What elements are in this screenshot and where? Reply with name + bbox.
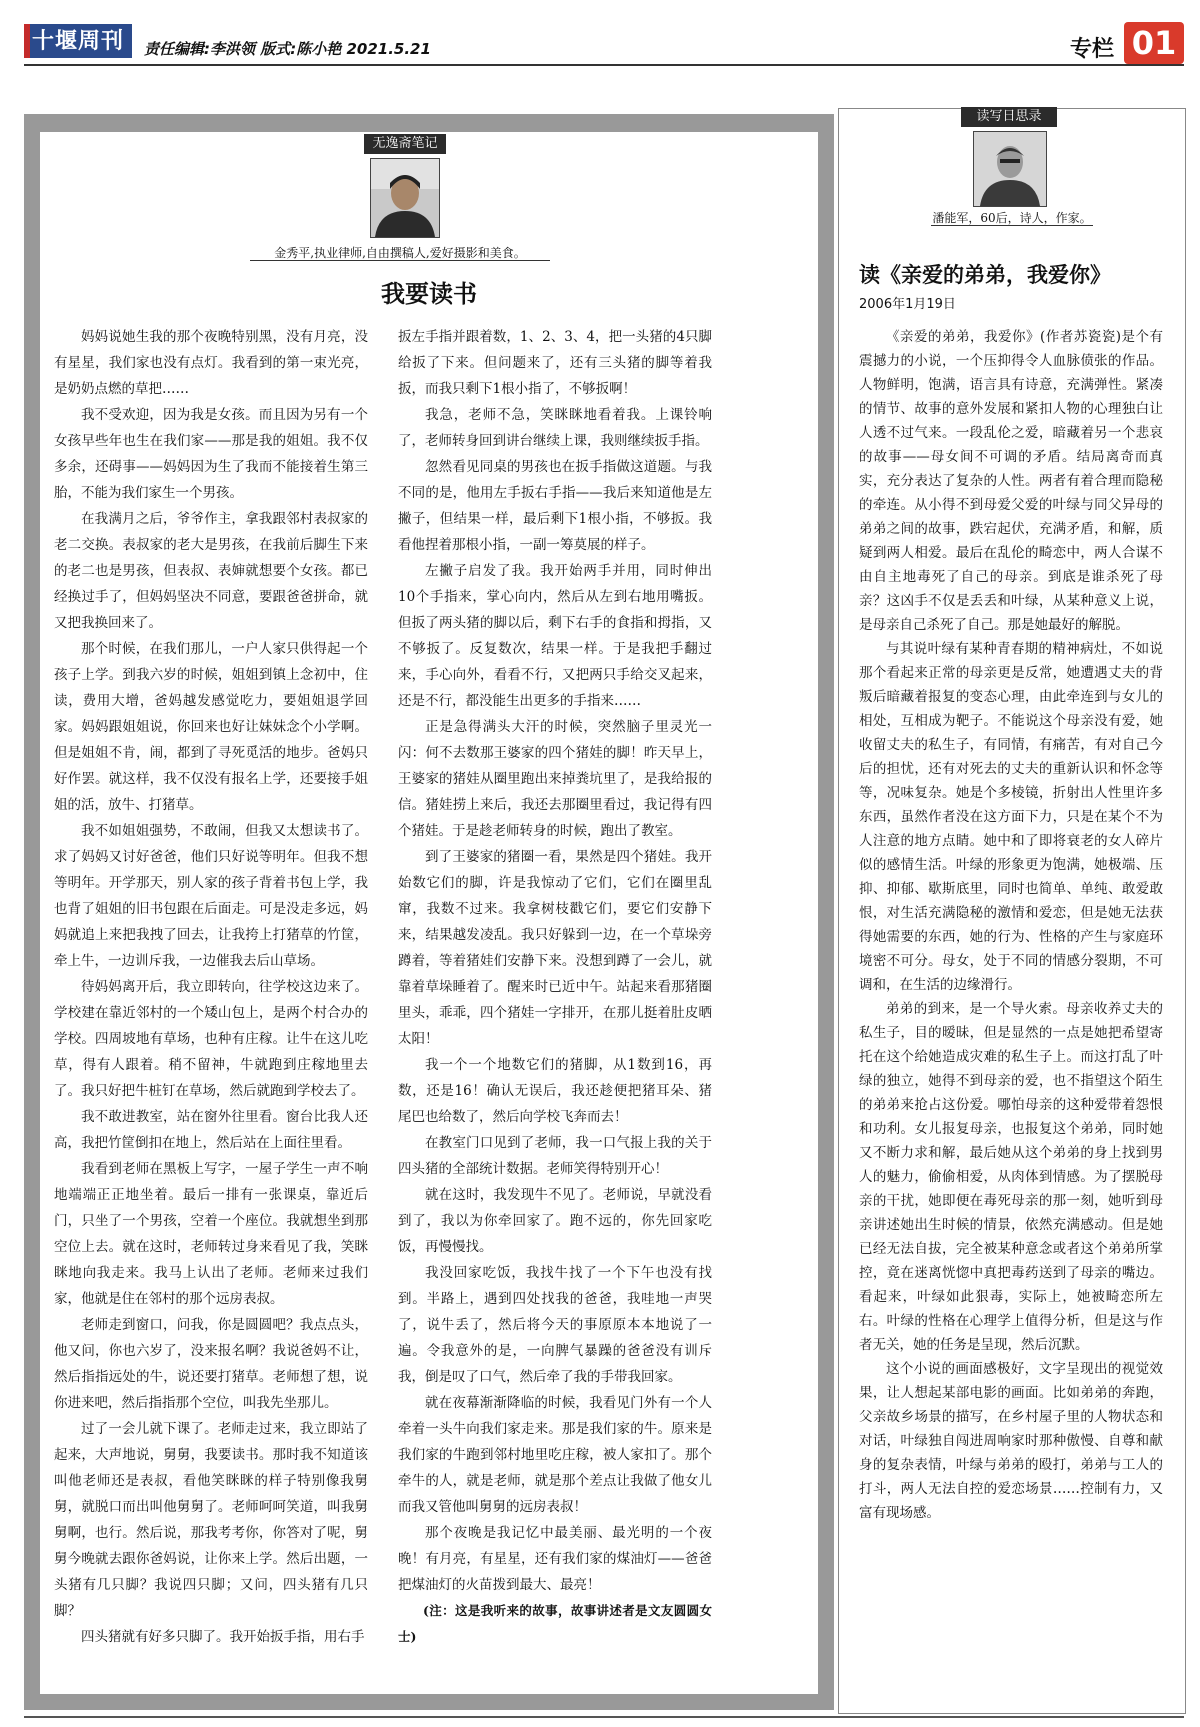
right-article [838,108,1186,1714]
paragraph: 这个小说的画面感极好，文字呈现出的视觉效果，让人想起某部电影的画面。比如弟弟的奔跑，父亲故乡场景的描写，在乡村屋子里的人物状态和对话，叶绿独自闯进周响家时那种傲慢、自尊和献身的复杂表情，叶绿与弟弟的殴打，弟弟与工人的打斗，两人无法自控的爱恋场景……控制有力，又富有现场感。 [859,1361,1163,1521]
paragraph: 左撇子启发了我。我开始两手并用，同时伸出10个手指来，掌心向内，然后从左到右地用嘴扳。但扳了两头猪的脚以后，剩下右手的食指和拇指，又不够扳了。反复数次，结果一样。于是我把手翻过来，手心向外，看看不行，又把两只手给交叉起来，还是不行，都没能生出更多的手指来…… [398,563,712,709]
paragraph: 我一个一个地数它们的猪脚，从1数到16，再数，还是16！确认无误后，我还趁便把猪耳朵、猪尾巴也给数了，然后向学校飞奔而去！ [398,1057,712,1125]
caption-rule [931,225,1093,226]
paragraph: 过了一会儿就下课了。老师走过来，我立即站了起来，大声地说，舅舅，我要读书。那时我不知道该叫他老师还是表叔，看他笑眯眯的样子特别像我舅舅，就脱口而出叫他舅舅了。老师呵呵笑道，叫我舅舅啊，也行。然后说，那我考考你，你答对了呢，舅舅今晚就去跟你爸妈说，让你来上学。然后出题，一头猪有几只脚？我说四只脚；又问，四头猪有几只脚？ [54,1421,368,1619]
paragraph: 在教室门口见到了老师，我一口气报上我的关于四头猪的全部统计数据。老师笑得特别开心！ [398,1135,712,1177]
paragraph: 待妈妈离开后，我立即转向，往学校这边来了。学校建在靠近邻村的一个矮山包上，是两个村合办的学校。四周坡地有草场，也种有庄稼。让牛在这儿吃草，得有人跟着。稍不留神，牛就跑到庄稼地里去了。我只好把牛桩钉在草场，然后就跑到学校去了。 [54,979,368,1099]
paragraph: 在我满月之后，爷爷作主，拿我跟邻村表叔家的老二交换。表叔家的老大是男孩，在我前后脚生下来的老二也是男孩，但表叔、表婶就想要个女孩。都已经换过手了，但妈妈坚决不同意，要跟爸爸拼命，就又把我换回来了。 [54,511,368,631]
paragraph: 老师走到窗口，问我，你是圆圆吧？我点点头，他又问，你也六岁了，没来报名啊？我说爸妈不让，然后指指远处的牛，说还要打猪草。老师想了想，说你进来吧，然后指指那个空位，叫我先坐那儿。 [54,1317,368,1411]
article-date: 2006年1月19日 [859,297,956,312]
article-column-1 [54,324,368,1650]
paragraph: 我不受欢迎，因为我是女孩。而且因为另有一个女孩早些年也生在我们家——那是我的姐姐。我不仅多余，还碍事——妈妈因为生了我而不能接着生第三胎，不能为我们家生一个男孩。 [54,407,368,501]
paragraph: 弟弟的到来，是一个导火索。母亲收养丈夫的私生子，目的暧昧，但是显然的一点是她把希望寄托在这个给她造成灾难的私生子上。而这打乱了叶绿的独立，她得不到母亲的爱，也不指望这个陌生的弟弟来抢占这份爱。哪怕母亲的这种爱带着怨恨和功利。女儿报复母亲，也报复这个弟弟，同时她又不断力求和解，最后她从这个弟弟的身上找到男人的魅力，偷偷相爱，从肉体到情感。为了摆脱母亲的干扰，她即便在毒死母亲的那一刻，她听到母亲讲述她出生时候的情景，依然充满感动。但是她已经无法自拔，完全被某种意念或者这个弟弟所掌控，竟在迷离恍惚中真把毒药送到了母亲的嘴边。看起来，叶绿如此狠毒，实际上，她被畸恋所左右。叶绿的性格在心理学上值得分析，但是这与作者无关，她的任务是呈现，然后沉默。 [859,1001,1163,1353]
paragraph: 就在夜幕渐渐降临的时候，我看见门外有一个人牵着一头牛向我们家走来。那是我们家的牛。原来是我们家的牛跑到邻村地里吃庄稼，被人家扣了。那个牵牛的人，就是老师，就是那个差点让我做了他女儿而我又管他叫舅舅的远房表叔！ [398,1395,712,1515]
paragraph: 我急，老师不急，笑眯眯地看着我。上课铃响了，老师转身回到讲台继续上课，我则继续扳手指。 [398,407,712,449]
caption-rule [250,260,550,261]
article-title: 我要读书 [381,279,477,308]
paragraph: 妈妈说她生我的那个夜晚特别黑，没有月亮，没有星星，我们家也没有点灯。我看到的第一束光亮，是奶奶点燃的草把…… [54,329,368,397]
column-tag: 读写日思录 [961,107,1057,127]
paragraph: 我没回家吃饭，我找牛找了一个下午也没有找到。半路上，遇到四处找我的爸爸，我哇地一声哭了，说牛丢了，然后将今天的事原原本本地说了一遍。令我意外的是，一向脾气暴躁的爸爸没有训斥我，倒是叹了口气，然后牵了我的手带我回家。 [398,1265,712,1385]
article-body [859,325,1163,1525]
page-number: 01 [1124,22,1184,64]
paragraph: 那个夜晚是我记忆中最美丽、最光明的一个夜晚！有月亮，有星星，还有我们家的煤油灯——爸爸把煤油灯的火苗拨到最大、最亮！ [398,1525,712,1593]
author-caption: 潘能军，60后，诗人，作家。 [932,211,1092,225]
footer-rule [24,1716,1184,1718]
section-label: 专栏 [1069,37,1114,62]
left-article-frame [24,114,834,1710]
paragraph: 正是急得满头大汗的时候，突然脑子里灵光一闪：何不去数那王婆家的四个猪娃的脚！昨天早上，王婆家的猪娃从圈里跑出来掉粪坑里了，是我给报的信。猪娃捞上来后，我还去那圈里看过，我记得有四个猪娃。于是趁老师转身的时候，跑出了教室。 [398,719,712,839]
paragraph: 与其说叶绿有某种青春期的精神病灶，不如说那个看起来正常的母亲更是反常，她遭遇丈夫的背叛后暗藏着报复的变态心理，由此牵连到与女儿的相处，互相成为靶子。不能说这个母亲没有爱，她收留丈夫的私生子，有同情，有痛苦，有对自己今后的担忧，还有对死去的丈夫的重新认识和怀念等等，况味复杂。她是个多棱镜，折射出人性里许多东西，虽然作者没在这方面下力，只是在某个不为人注意的地方点睛。她中和了即将衰老的女人碎片似的感情生活。叶绿的形象更为饱满，她极端、压抑、抑郁、歇斯底里，同时也简单、单纯、敢爱敢恨，对生活充满隐秘的激情和爱恋，但是她无法获得她需要的东西，她的行为、性格的产生与家庭环境密不可分。母女，处于不同的情感分裂期，不可调和，在生活的边缘滑行。 [859,641,1163,993]
paragraph: 扳左手指并跟着数，1、2、3、4，把一头猪的4只脚给扳了下来。但问题来了，还有三头猪的脚等着我扳，而我只剩下1根小指了，不够扳啊！ [398,329,712,397]
author-photo [973,131,1047,207]
column-tag: 无逸斋笔记 [364,134,446,154]
portrait-icon [371,159,439,237]
paragraph: 那个时候，在我们那儿，一户人家只供得起一个孩子上学。到我六岁的时候，姐姐到镇上念初中，住读，费用大增，爸妈越发感觉吃力，要姐姐退学回家。妈妈跟姐姐说，你回来也好让妹妹念个小学啊。但是姐姐不肯，闹，都到了寻死觅活的地步。爸妈只好作罢。就这样，我不仅没有报名上学，还要接手姐姐的活，放牛、打猪草。 [54,641,368,813]
paragraph: 四头猪就有好多只脚了。我开始扳手指，用右手 [81,1629,365,1645]
editor-info: 责任编辑:李洪领 版式:陈小艳 2021.5.21 [144,40,431,58]
portrait-icon [974,132,1046,206]
header-rule [24,64,1184,66]
article-note: (注：这是我听来的故事，故事讲述者是文友圆圆女士) [398,1603,712,1644]
left-article [40,132,818,1694]
author-photo [370,158,440,238]
paragraph: 到了王婆家的猪圈一看，果然是四个猪娃。我开始数它们的脚，许是我惊动了它们，它们在圈里乱窜，我数不过来。我拿树枝戳它们，要它们安静下来，结果越发凌乱。我只好躲到一边，在一个草垛旁蹲着，等着猪娃们安静下来。没想到蹲了一会儿，就靠着草垛睡着了。醒来时已近中午。站起来看那猪圈里头，乖乖，四个猪娃一字排开，在那儿挺着肚皮晒太阳！ [398,849,712,1047]
paragraph: 我看到老师在黑板上写字，一屋子学生一声不响地端端正正地坐着。最后一排有一张课桌，靠近后门，只坐了一个男孩，空着一个座位。我就想坐到那空位上去。就在这时，老师转过身来看见了我，笑眯眯地向我走来。我马上认出了老师。老师来过我们家，他就是住在邻村的那个远房表叔。 [54,1161,368,1307]
page-header [24,20,1184,66]
masthead: 十堰周刊 [24,24,132,58]
paragraph: 我不如姐姐强势，不敢闹，但我又太想读书了。求了妈妈又讨好爸爸，他们只好说等明年。但我不想等明年。开学那天，别人家的孩子背着书包上学，我也背了姐姐的旧书包跟在后面走。可是没走多远，妈妈就追上来把我拽了回去，让我挎上打猪草的竹筐，牵上牛，一边训斥我，一边催我去后山草场。 [54,823,368,969]
paragraph: 忽然看见同桌的男孩也在扳手指做这道题。与我不同的是，他用左手扳右手指——我后来知道他是左撇子，但结果一样，最后剩下1根小指，不够扳。我看他捏着那根小指，一副一筹莫展的样子。 [398,459,712,553]
article-title: 读《亲爱的弟弟，我爱你》 [859,262,1111,287]
paragraph: 我不敢进教室，站在窗外往里看。窗台比我人还高，我把竹筐倒扣在地上，然后站在上面往里看。 [54,1109,368,1151]
author-caption: 金秀平,执业律师,自由撰稿人,爱好摄影和美食。 [274,246,526,260]
paragraph: 《亲爱的弟弟，我爱你》(作者苏瓷瓷)是个有震撼力的小说，一个压抑得令人血脉偾张的作品。人物鲜明，饱满，语言具有诗意，充满弹性。紧凑的情节、故事的意外发展和紧扣人物的心理独白让人透不过气来。一段乱伦之爱，暗藏着另一个悲哀的故事——母女间不可调的矛盾。结局离奇而真实，充分表达了复杂的人性。两者有着合理而隐秘的牵连。从小得不到母爱父爱的叶绿与同父异母的弟弟之间的故事，跌宕起伏，充满矛盾，和解，质疑到两人相爱。最后在乱伦的畸恋中，两人合谋不由自主地毒死了自己的母亲。到底是谁杀死了母亲？这凶手不仅是丢丢和叶绿，从某种意义上说，是母亲自己杀死了自己。那是她最好的解脱。 [859,329,1163,633]
article-column-2 [398,324,712,1650]
paragraph: 就在这时，我发现牛不见了。老师说，早就没看到了，我以为你牵回家了。跑不远的，你先回家吃饭，再慢慢找。 [398,1187,712,1255]
